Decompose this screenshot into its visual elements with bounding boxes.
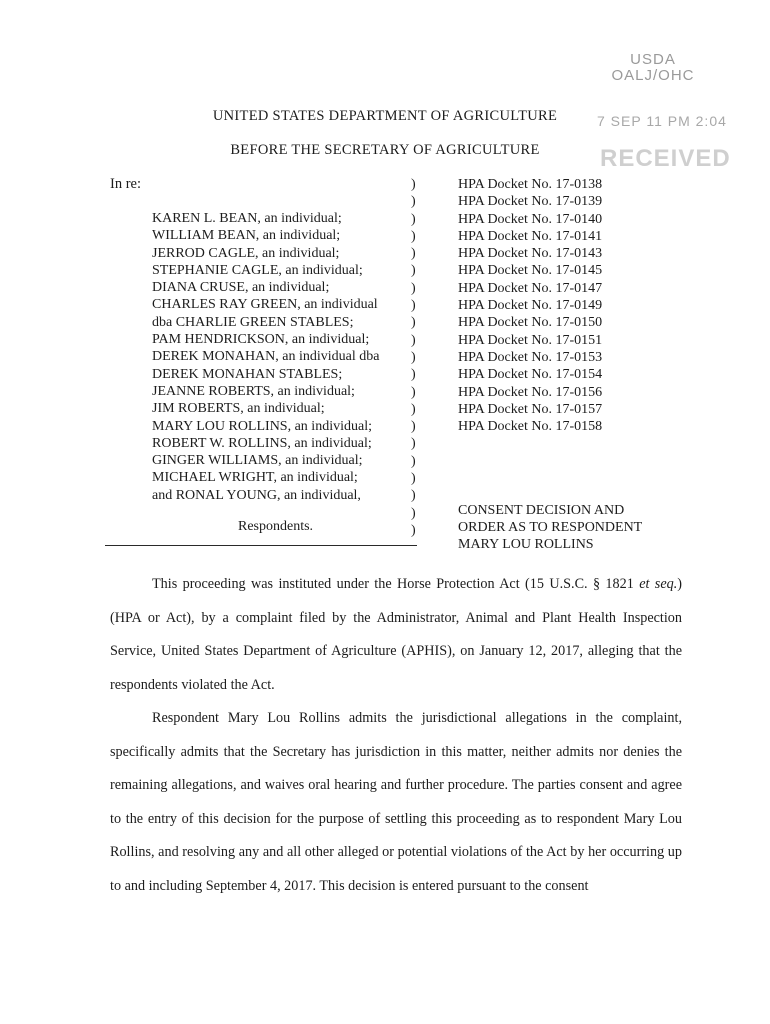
respondent-name: CHARLES RAY GREEN, an individual: [152, 297, 378, 313]
caption-paren: ): [411, 522, 416, 538]
respondent-name: STEPHANIE CAGLE, an individual;: [152, 262, 363, 278]
docket-number: HPA Docket No. 17-0158: [458, 419, 603, 435]
docket-number: HPA Docket No. 17-0153: [458, 349, 603, 365]
stamp-agency: USDA: [630, 51, 676, 68]
docket-number: HPA Docket No. 17-0157: [458, 401, 603, 417]
in-re-label: In re:: [110, 176, 141, 192]
docket-list: [458, 176, 602, 435]
docket-number: HPA Docket No. 17-0156: [458, 384, 603, 400]
caption-paren: ): [411, 401, 416, 417]
caption-paren: ): [411, 177, 416, 192]
caption-paren: ): [411, 246, 416, 262]
paragraph-1-start: This proceeding was instituted under the Horse Protection Act (15 U.S.C. § 1821: [152, 576, 640, 592]
caption-paren: ): [411, 384, 416, 400]
docket-number: HPA Docket No. 17-0149: [458, 298, 603, 314]
stamp-date: 7 SEP 11 PM 2:04: [597, 113, 727, 129]
paragraph-2-text: Respondent Mary Lou Rollins admits the jurisdictional allegations in the complaint, specifically admits that the Secretary has jurisdiction in this matter, neither admits nor denies the remaining allegations, and waives oral hearing and further procedure. The parties consent and agree to the entry of this decision for the purpose of settling this proceeding as to respondent Mary Lou Rollins, and resolving any and all other alleged or potential violations of the Act by her occurring up to and including September 4, 2017. This decision is entered pursuant to the consent: [110, 710, 682, 894]
caption-paren: ): [411, 228, 416, 244]
paragraph-1: [110, 568, 682, 702]
respondent-name: JIM ROBERTS, an individual;: [152, 401, 325, 417]
et-seq: et seq.: [639, 576, 678, 592]
docket-number: HPA Docket No. 17-0141: [458, 228, 603, 244]
caption-paren: ): [411, 194, 416, 210]
caption-paren: ): [411, 211, 416, 227]
respondent-name: MARY LOU ROLLINS, an individual;: [152, 418, 372, 434]
respondent-name: PAM HENDRICKSON, an individual;: [152, 332, 370, 348]
caption-paren: ): [411, 315, 416, 331]
caption-paren: ): [411, 332, 416, 348]
department-heading: UNITED STATES DEPARTMENT OF AGRICULTURE: [212, 108, 558, 124]
respondent-name: WILLIAM BEAN, an individual;: [152, 228, 341, 244]
caption-parentheses: [411, 176, 421, 539]
consent-title-line: MARY LOU ROLLINS: [458, 537, 594, 552]
docket-number: HPA Docket No. 17-0147: [458, 280, 603, 296]
caption-paren: ): [411, 453, 416, 469]
paragraph-2: [110, 702, 682, 904]
caption-paren: ): [411, 471, 416, 487]
respondent-name: and RONAL YOUNG, an individual,: [152, 487, 361, 503]
respondent-name: DEREK MONAHAN, an individual dba: [152, 349, 380, 365]
respondents-label: Respondents.: [238, 519, 314, 534]
caption-paren: ): [411, 298, 416, 314]
docket-number: HPA Docket No. 17-0139: [458, 194, 603, 210]
caption-paren: ): [411, 349, 416, 365]
respondent-name: MICHAEL WRIGHT, an individual;: [152, 470, 358, 486]
respondent-name: GINGER WILLIAMS, an individual;: [152, 453, 363, 469]
caption-paren: ): [411, 505, 416, 521]
caption-paren: ): [411, 488, 416, 504]
respondent-name: DEREK MONAHAN STABLES;: [152, 366, 343, 382]
docket-number: HPA Docket No. 17-0154: [458, 367, 603, 383]
caption-paren: ): [411, 367, 416, 383]
respondent-name: KAREN L. BEAN, an individual;: [152, 211, 342, 226]
stamp-received: RECEIVED: [600, 145, 731, 172]
docket-number: HPA Docket No. 17-0150: [458, 315, 603, 331]
docket-number: HPA Docket No. 17-0143: [458, 246, 603, 262]
respondent-name: dba CHARLIE GREEN STABLES;: [152, 314, 354, 330]
consent-title: [458, 502, 642, 553]
respondent-name: DIANA CRUSE, an individual;: [152, 280, 330, 296]
respondent-name: JERROD CAGLE, an individual;: [152, 245, 340, 261]
docket-number: HPA Docket No. 17-0151: [458, 332, 603, 348]
paragraph-1-end: )(HPA or Act), by a complaint filed by the Administrator, Animal and Plant Health Inspection Service, United States Department of Agriculture (APHIS), on January 12, 2017, alleging that the respondents violated the Act.: [110, 576, 682, 693]
caption-paren: ): [411, 436, 416, 452]
caption-paren: ): [411, 419, 416, 435]
consent-title-line: CONSENT DECISION AND: [458, 503, 625, 518]
docket-number: HPA Docket No. 17-0140: [458, 211, 603, 227]
respondent-name: ROBERT W. ROLLINS, an individual;: [152, 435, 372, 451]
docket-number: HPA Docket No. 17-0138: [458, 177, 603, 192]
respondent-list: [152, 210, 379, 504]
before-heading: BEFORE THE SECRETARY OF AGRICULTURE: [230, 142, 540, 158]
caption-rule: [105, 545, 417, 547]
docket-number: HPA Docket No. 17-0145: [458, 263, 603, 279]
received-stamp: [608, 52, 698, 84]
stamp-office: OALJ/OHC: [611, 67, 695, 84]
caption-paren: ): [411, 280, 416, 296]
consent-title-line: ORDER AS TO RESPONDENT: [458, 520, 643, 535]
caption-paren: ): [411, 263, 416, 279]
respondent-name: JEANNE ROBERTS, an individual;: [152, 383, 355, 399]
